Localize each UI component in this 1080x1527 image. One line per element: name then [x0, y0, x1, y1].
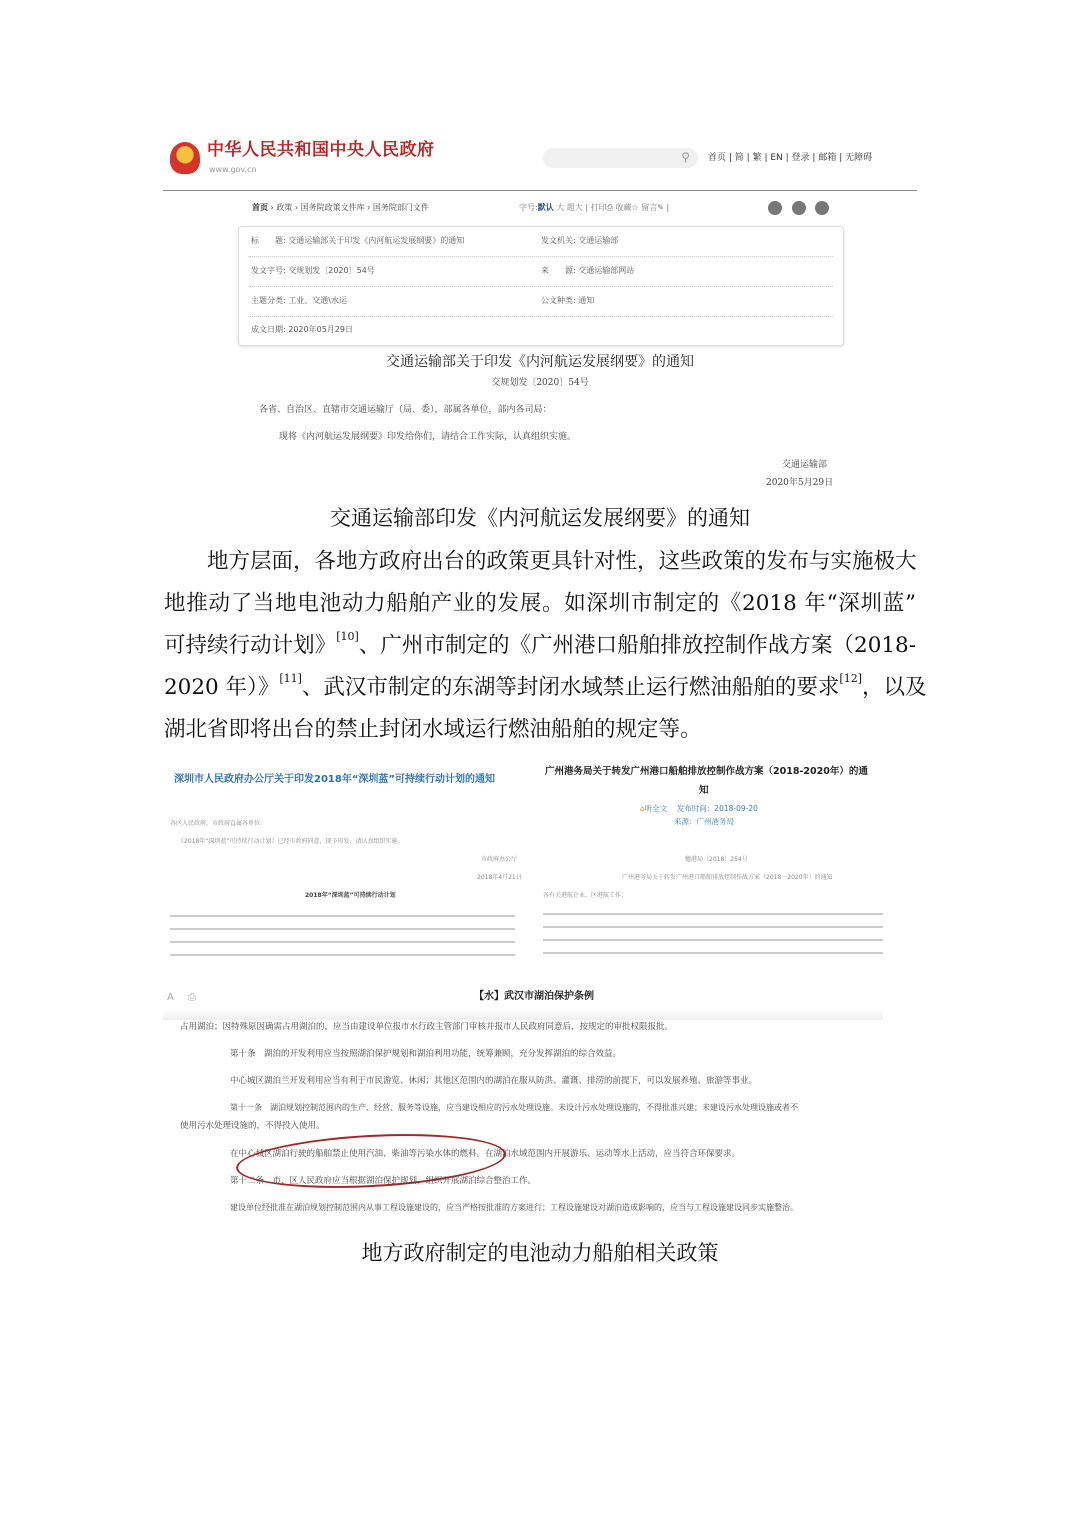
listen-link: [640, 804, 758, 813]
value: 2020年05月29日: [288, 325, 353, 334]
shenzhen-date: 2018年4月21日: [477, 874, 522, 881]
wuhan-line: 第十二条 市、区人民政府应当根据湖泊保护规划，组织开展湖泊综合整治工作。: [230, 1176, 537, 1186]
guangzhou-subtitle: 广州港务局关于转发广州港口船舶排放控制作战方案（2018－2020年）的通知: [622, 874, 833, 881]
text: ，以及: [862, 675, 927, 700]
comment: 留言: [641, 203, 658, 212]
favorite: 收藏: [615, 203, 632, 212]
figure-caption: 交通运输部印发《内河航运发展纲要》的通知: [330, 506, 750, 530]
wuhan-line: 建设单位经批准在湖泊规划控制范围内从事工程设施建设的，应当严格按批准的方案进行；工程设施建设对湖泊造成影响的，应当与工程设施建设同步实施整治。: [230, 1203, 798, 1212]
label: 标 题:: [251, 236, 286, 245]
label: 发文字号:: [251, 266, 286, 275]
doc-body: 现将《内河航运发展纲要》印发给你们，请结合工作实际，认真组织实施。: [279, 432, 577, 442]
shenzhen-body: 《2018年“深圳蓝”可持续行动计划》已经市政府同意，现予印发，请认真组织实施。: [178, 838, 404, 845]
nav-simplified: 简: [734, 153, 744, 163]
guangzhou-doc-no: 穗港局〔2018〕254号: [685, 856, 748, 863]
font-large: 大: [556, 203, 565, 212]
wuhan-line: 中心城区湖泊兰开发利用应当有利于市民游览、休闲；其他区范围内的湖泊在服从防洪、灌溉、排涝的前提下，可以发展养殖、旅游等事业。: [230, 1076, 758, 1086]
nav-english: EN: [770, 153, 783, 163]
shenzhen-title: 深圳市人民政府办公厅关于印发2018年“深圳蓝”可持续行动计划的通知: [174, 774, 495, 785]
wuhan-line: 第十一条 湖泊规划控制范围内的生产、经营、服务等设施，应当建设相应的污水处理设施。未设计污水处理设施的，不得批准兴建；未建设污水处理设施或者不: [230, 1103, 798, 1112]
value: 通知: [578, 296, 595, 305]
top-nav: 首页 | 简 | 繁 | EN | 登录 | 邮箱 | 无障碍: [708, 153, 873, 163]
font-size-label: 字号:: [519, 203, 538, 212]
wuhan-title: 【水】武汉市湖泊保护条例: [474, 991, 594, 1002]
doc-number: 交规划发〔2020〕54号: [491, 378, 589, 388]
printer-icon: ⎙: [606, 203, 613, 212]
wuhan-line: 使用污水处理设施的，不得投入使用。: [180, 1121, 325, 1131]
print-icon: ⎙: [188, 992, 196, 1003]
value: 交通运输部网站: [578, 266, 635, 275]
pen-icon: ✎: [657, 203, 664, 212]
toolbar: 字号:默认 大 超大 | 打印⎙ 收藏☆ 留言✎ |: [519, 203, 670, 212]
nav-accessibility: 无障碍: [845, 153, 873, 163]
guangzhou-source: 来源：广州港务局: [674, 817, 734, 826]
guangzhou-title-2: 知: [699, 785, 709, 796]
label: 来 源:: [541, 266, 576, 275]
nav-mail: 邮箱: [818, 153, 837, 163]
sign-date: 2020年5月29日: [766, 478, 834, 488]
national-emblem-icon: [170, 142, 200, 174]
text: 、武汉市制定的东湖等封闭水域禁止运行燃油船舶的要求: [301, 675, 840, 700]
addressee: 各省、自治区、直辖市交通运输厅（局、委），部属各单位，部内各司局：: [259, 405, 552, 415]
guangzhou-blurred-text: [543, 908, 883, 962]
meta-row: [249, 316, 833, 345]
meta-row: [249, 227, 833, 257]
label: 成文日期:: [251, 325, 286, 334]
body-text-line: [164, 625, 916, 667]
font-xlarge: 超大: [566, 203, 583, 212]
star-icon: ☆: [631, 203, 639, 212]
audio-icon: ⌂: [640, 804, 645, 813]
weibo-icon: [768, 201, 782, 215]
nav-home: 首页: [708, 153, 727, 163]
citation: [11]: [279, 672, 302, 685]
guangzhou-addressee: 各有关港航企业、区港航工作：: [543, 892, 628, 899]
crumb: 国务院部门文件: [372, 203, 429, 212]
citation: [10]: [336, 630, 359, 643]
signature: 交通运输部: [782, 460, 828, 470]
crumb: 政策: [276, 203, 293, 212]
metadata-table: [238, 226, 844, 346]
body-text-line: 地方层面，各地方政府出台的政策更具针对性，这些政策的发布与实施极大: [164, 549, 917, 574]
search-icon: ⚲: [681, 150, 690, 164]
crumb: 国务院政策文件库: [300, 203, 365, 212]
print: 打印: [590, 203, 607, 212]
body-text-line: [164, 667, 927, 709]
value: 工业、交通\水运: [288, 296, 347, 305]
font-size-icon: A: [167, 992, 174, 1003]
label: 公文种类:: [541, 296, 576, 305]
wuhan-line: 占用湖泊；因特殊原因确需占用湖泊的，应当由建设单位报市水行政主管部门审核并报市人民政府同意后，按规定的审批权限报批。: [180, 1022, 674, 1032]
value: 交通运输部关于印发《内河航运发展纲要》的通知: [288, 236, 465, 245]
citation: [12]: [839, 672, 863, 685]
meta-row: [249, 257, 833, 287]
wuhan-line: 第十条 湖泊的开发利用应当按照湖泊保护规划和湖泊利用功能，统筹兼顾，充分发挥湖泊的综合效益。: [230, 1049, 622, 1059]
breadcrumb: 首页 › 政策 › 国务院政策文件库 › 国务院部门文件: [252, 203, 429, 212]
value: 交通运输部: [578, 236, 619, 245]
text: 可持续行动计划》: [164, 633, 337, 658]
crumb: 首页: [252, 203, 268, 212]
doc-title: 交通运输部关于印发《内河航运发展纲要》的通知: [386, 354, 694, 370]
body-text-line: 地推动了当地电池动力船舶产业的发展。如深圳市制定的《2018 年“深圳蓝”: [164, 591, 916, 616]
value: 交规划发〔2020〕54号: [288, 266, 375, 275]
divider: [163, 190, 917, 191]
guangzhou-title: 广州港务局关于转发广州港口船舶排放控制作战方案（2018-2020年）的通: [545, 766, 868, 777]
nav-traditional: 繁: [752, 153, 762, 163]
meta-row: [249, 287, 833, 317]
text: 、广州市制定的《广州港口船舶排放控制作战方案（2018-: [358, 633, 916, 658]
label: 发文机关:: [541, 236, 576, 245]
font-default: 默认: [537, 203, 554, 212]
shenzhen-blurred-text: [170, 910, 515, 958]
search-input: [543, 148, 698, 168]
label: 主题分类:: [251, 296, 286, 305]
shenzhen-addressee: 各区人民政府，市政府直属各单位：: [170, 820, 267, 827]
favorite-star-icon: [815, 201, 829, 215]
body-text-line: 湖北省即将出台的禁止封闭水域运行燃油船舶的规定等。: [164, 717, 702, 742]
wechat-icon: [792, 201, 806, 215]
text: 2020 年）》: [164, 675, 280, 700]
site-url: www.gov.cn: [209, 165, 257, 174]
shenzhen-subtitle: 2018年“深圳蓝”可持续行动计划: [305, 892, 396, 899]
shenzhen-sign: 市政府办公厅: [481, 856, 518, 863]
listen-label: 听全文: [644, 804, 668, 813]
nav-login: 登录: [791, 153, 810, 163]
site-title: 中华人民共和国中央人民政府: [207, 140, 435, 160]
wuhan-highlight-line: 在中心城区湖泊行驶的船舶禁止使用汽油、柴油等污染水体的燃料。在湖泊水域范围内开展游乐、运动等水上活动，应当符合环保要求。: [230, 1149, 741, 1159]
publish-time: 发布时间：2018-09-20: [676, 804, 758, 813]
figure-caption: 地方政府制定的电池动力船舶相关政策: [361, 1241, 719, 1265]
